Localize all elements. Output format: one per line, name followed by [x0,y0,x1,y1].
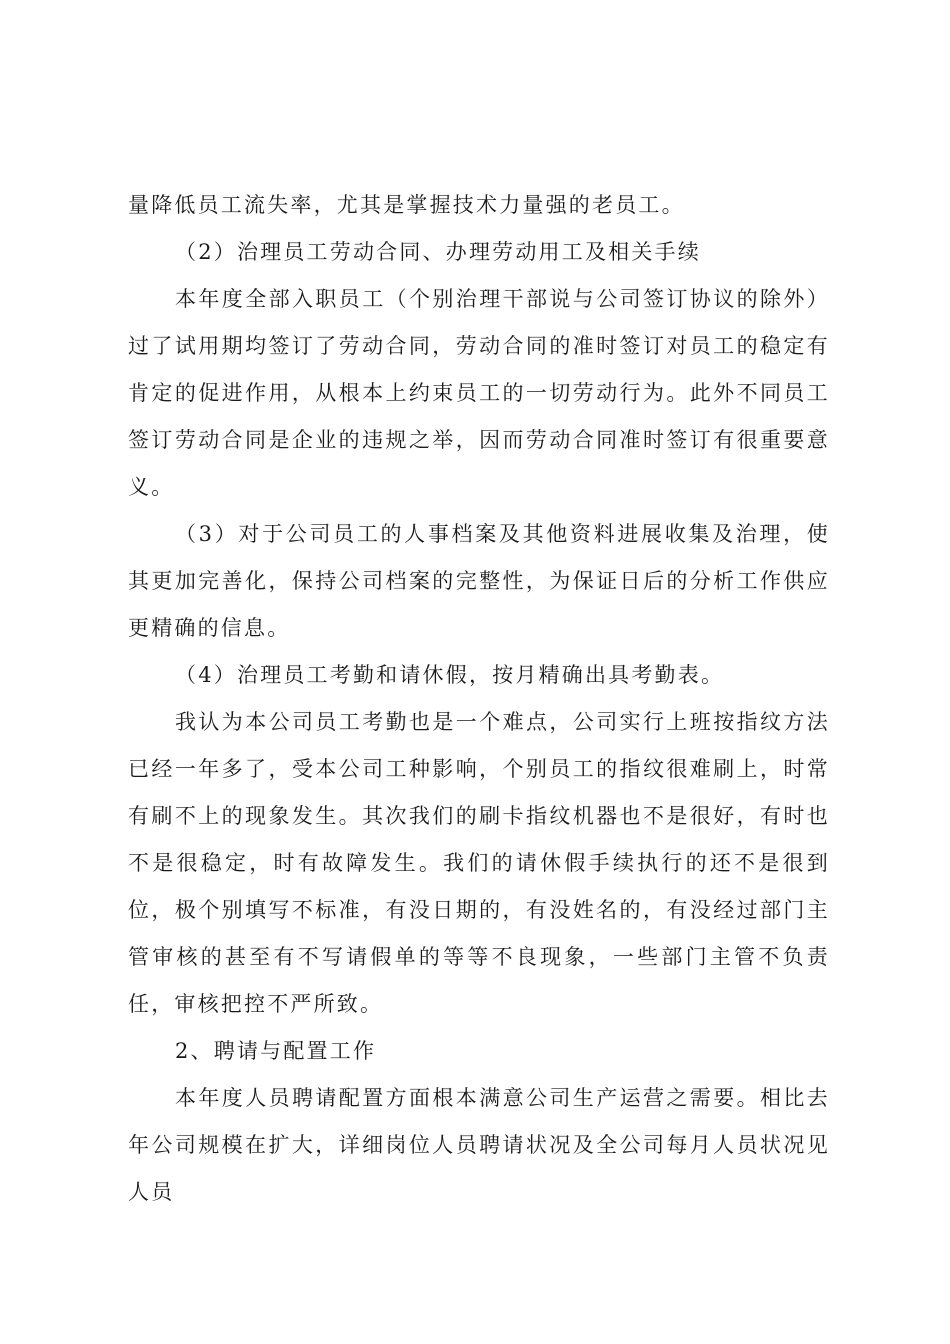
paragraph-item-2-heading: （2）治理员工劳动合同、办理劳动用工及相关手续 [175,240,701,264]
paragraph-item-4-heading: （4）治理员工考勤和请休假，按月精确出具考勤表。 [175,663,725,687]
paragraph-item-3-archives: （3）对于公司员工的人事档案及其他资料进展收集及治理，使其更加完善化，保持公司档案的完整性，为保证日后的分析工作供应更精确的信息。 [128,522,830,640]
paragraph-labor-contract: 本年度全部入职员工（个别治理干部说与公司签订协议的除外）过了试用期均签订了劳动合同，劳动合同的准时签订对员工的稳定有肯定的促进作用，从根本上约束员工的一切劳动行为。此外不同员工签订劳动合同是企业的违规之举，因而劳动合同准时签订有很重要意义。 [128,287,830,499]
section-heading-recruitment: 2、聘请与配置工作 [175,1039,377,1063]
paragraph-recruitment: 本年度人员聘请配置方面根本满意公司生产运营之需要。相比去年公司规模在扩大，详细岗位人员聘请状况及全公司每月人员状况见人员 [128,1086,830,1204]
paragraph-attendance: 我认为本公司员工考勤也是一个难点，公司实行上班按指纹方法已经一年多了，受本公司工种影响，个别员工的指纹很难刷上，时常有刷不上的现象发生。其次我们的刷卡指纹机器也不是很好，有时也不是很稳定，时有故障发生。我们的请休假手续执行的还不是很到位，极个别填写不标准，有没日期的，有没姓名的，有没经过部门主管审核的甚至有不写请假单的等等不良现象，一些部门主管不负责任，审核把控不严所致。 [128,710,830,1016]
body-text [128,182,830,1216]
paragraph-continuation: 量降低员工流失率，尤其是掌握技术力量强的老员工。 [128,193,685,217]
